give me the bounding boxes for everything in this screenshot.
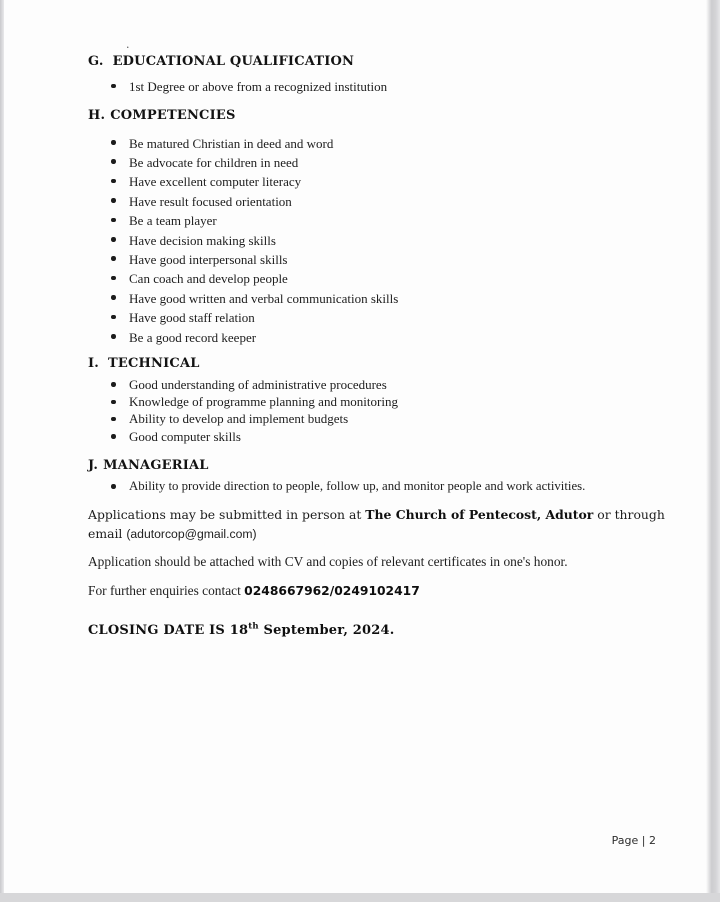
document-content [88, 0, 666, 639]
section-prefix: I. [88, 355, 100, 371]
section-prefix: J. [88, 457, 99, 473]
section-heading-educational-qualification [88, 54, 666, 69]
list-item: Have good staff relation [88, 308, 666, 327]
applications-paragraph [88, 505, 666, 545]
stray-mark-artifact: . [126, 38, 130, 51]
ordinal-suffix: th [248, 621, 259, 632]
list-item: Can coach and develop people [88, 269, 666, 288]
church-name-bold: The Church of Pentecost, Adutor [365, 506, 594, 522]
closing-date-line [88, 623, 666, 639]
section-title: EDUCATIONAL QUALIFICATION [112, 54, 355, 69]
list-item: Good computer skills [88, 428, 666, 445]
list-item: Be matured Christian in deed and word [88, 134, 666, 153]
phone-numbers: 0248667962/0249102417 [244, 583, 420, 598]
email-address: (adutorcop@gmail.com) [126, 527, 257, 542]
list-item: Have decision making skills [88, 231, 666, 250]
list-item: Have good written and verbal communication skills [88, 289, 666, 308]
section-heading-managerial [88, 458, 666, 473]
applications-text: email [88, 526, 127, 542]
page-edge-shadow-right [706, 0, 720, 902]
applications-text: or through [593, 506, 665, 522]
competencies-list [88, 134, 666, 347]
list-item: Ability to provide direction to people, follow up, and monitor people and work activities. [88, 478, 666, 495]
educational-qualification-list [88, 77, 666, 97]
attachment-paragraph: Application should be attached with CV and copies of relevant certificates in one's honor. [88, 553, 568, 569]
section-title: TECHNICAL [108, 355, 200, 371]
list-item: Knowledge of programme planning and monitoring [88, 393, 666, 410]
list-item: Have good interpersonal skills [88, 250, 666, 269]
list-item: Be advocate for children in need [88, 153, 666, 172]
page-edge-shadow-left [0, 0, 4, 902]
list-item: Ability to develop and implement budgets [88, 410, 666, 427]
section-heading-technical [88, 356, 666, 371]
list-item: 1st Degree or above from a recognized institution [88, 77, 666, 97]
section-title: COMPETENCIES [110, 107, 236, 123]
managerial-list [88, 478, 666, 495]
section-heading-competencies [88, 108, 666, 123]
section-prefix: G. [88, 54, 104, 69]
list-item: Be a good record keeper [88, 328, 666, 347]
list-item: Have excellent computer literacy [88, 172, 666, 191]
enquiries-text: For further enquiries contact [88, 582, 245, 598]
technical-list [88, 376, 666, 445]
list-item: Good understanding of administrative procedures [88, 376, 666, 393]
list-item: Be a team player [88, 211, 666, 230]
enquiries-paragraph [88, 583, 666, 599]
page-edge-shadow-bottom [0, 893, 720, 902]
applications-text: Applications may be submitted in person at [88, 506, 366, 522]
closing-text: September, 2024. [258, 622, 395, 638]
section-title: MANAGERIAL [103, 457, 209, 473]
page-number-label: Page | 2 [611, 834, 656, 847]
closing-text: CLOSING DATE IS 18 [88, 622, 249, 638]
section-prefix: H. [88, 107, 106, 123]
list-item: Have result focused orientation [88, 192, 666, 211]
